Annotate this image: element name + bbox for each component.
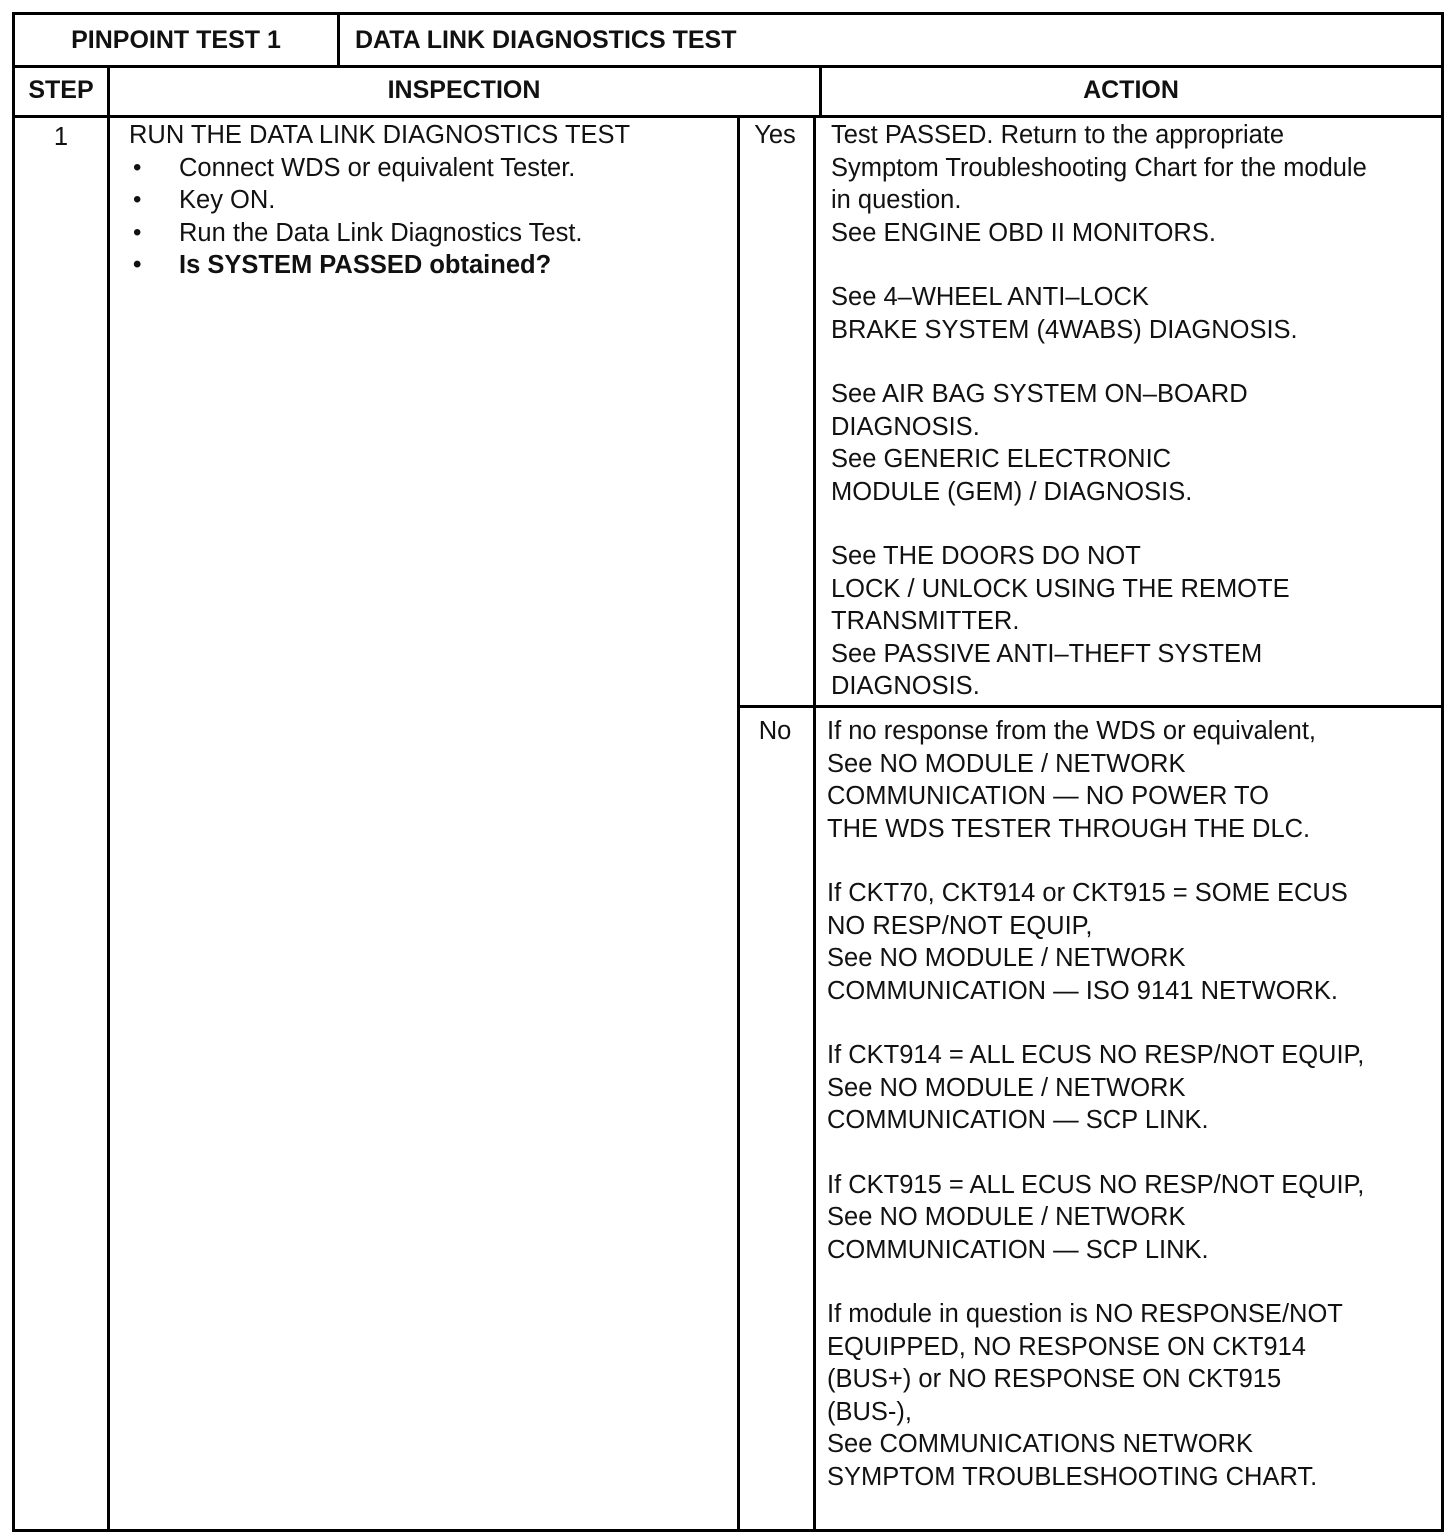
yes-action-gap xyxy=(831,346,1367,378)
yes-action-line: DIAGNOSIS. xyxy=(831,672,980,700)
header-action-divider xyxy=(819,65,822,115)
inspection-column-header: INSPECTION xyxy=(387,75,541,104)
yes-action-content xyxy=(831,119,1367,703)
test-id: PINPOINT TEST 1 xyxy=(71,25,281,54)
no-action-line: COMMUNICATION — ISO 9141 NETWORK. xyxy=(827,976,1338,1005)
no-action-line: (BUS-), xyxy=(827,1397,912,1426)
no-action-gap xyxy=(827,1266,1364,1298)
no-action-line: SYMPTOM TROUBLESHOOTING CHART. xyxy=(827,1462,1318,1491)
no-action-line: If CKT914 = ALL ECUS NO RESP/NOT EQUIP, xyxy=(827,1041,1365,1069)
no-action-line: See NO MODULE / NETWORK xyxy=(827,1203,1186,1231)
step-number: 1 xyxy=(53,123,69,151)
no-action-line: COMMUNICATION — SCP LINK. xyxy=(827,1235,1209,1264)
yes-action-line: See THE DOORS DO NOT xyxy=(831,542,1141,570)
inspection-title: RUN THE DATA LINK DIAGNOSTICS TEST xyxy=(129,121,631,149)
no-action-gap xyxy=(827,845,1364,877)
no-action-gap xyxy=(827,1137,1364,1169)
no-action-line: See NO MODULE / NETWORK xyxy=(827,944,1186,972)
test-title: DATA LINK DIAGNOSTICS TEST xyxy=(355,25,737,54)
no-action-line: See NO MODULE / NETWORK xyxy=(827,1073,1186,1102)
no-action-line: If CKT70, CKT914 or CKT915 = SOME ECUS xyxy=(827,879,1348,907)
no-action-line: THE WDS TESTER THROUGH THE DLC. xyxy=(827,814,1311,843)
yes-action-line: Symptom Troubleshooting Chart for the module xyxy=(831,153,1367,182)
no-action-line: If CKT915 = ALL ECUS NO RESP/NOT EQUIP, xyxy=(827,1170,1365,1199)
action-column-divider xyxy=(813,115,816,1529)
yes-action-line: BRAKE SYSTEM (4WABS) DIAGNOSIS. xyxy=(831,315,1298,344)
inspection-bullet: • Key ON. xyxy=(129,184,630,217)
inspection-content xyxy=(129,119,630,282)
no-action-line: If no response from the WDS or equivalent, xyxy=(827,717,1316,745)
no-action-line: NO RESP/NOT EQUIP, xyxy=(827,911,1093,940)
yes-action-line: See ENGINE OBD II MONITORS. xyxy=(831,218,1216,247)
no-action-line: COMMUNICATION — NO POWER TO xyxy=(827,782,1270,810)
no-action-line: See NO MODULE / NETWORK xyxy=(827,749,1186,778)
no-action-content xyxy=(827,715,1364,1493)
yes-action-line: TRANSMITTER. xyxy=(831,607,1020,635)
action-column-header: ACTION xyxy=(1083,75,1179,104)
title-row xyxy=(15,15,1441,68)
yes-action-line: See AIR BAG SYSTEM ON–BOARD xyxy=(831,380,1248,408)
pinpoint-test-table xyxy=(12,12,1444,1532)
no-label: No xyxy=(758,717,792,745)
inspection-question: • Is SYSTEM PASSED obtained? xyxy=(129,249,630,282)
yes-action-gap xyxy=(831,249,1367,281)
inspection-bullet: • Connect WDS or equivalent Tester. xyxy=(129,152,630,185)
yes-action-line: See PASSIVE ANTI–THEFT SYSTEM xyxy=(831,639,1263,668)
no-action-line: If module in question is NO RESPONSE/NOT xyxy=(827,1300,1343,1328)
no-action-gap xyxy=(827,1007,1364,1039)
no-action-line: EQUIPPED, NO RESPONSE ON CKT914 xyxy=(827,1332,1306,1361)
column-header-row xyxy=(15,65,1441,118)
inspection-bullet: • Run the Data Link Diagnostics Test. xyxy=(129,217,630,250)
yes-action-line: Test PASSED. Return to the appropriate xyxy=(831,121,1285,149)
yes-action-gap xyxy=(831,508,1367,540)
no-action-line: COMMUNICATION — SCP LINK. xyxy=(827,1106,1209,1134)
yes-action-line: See 4–WHEEL ANTI–LOCK xyxy=(831,283,1149,311)
no-action-line: See COMMUNICATIONS NETWORK xyxy=(827,1430,1253,1458)
step-column-header: STEP xyxy=(28,75,94,104)
title-divider xyxy=(337,15,340,65)
yes-action-line: MODULE (GEM) / DIAGNOSIS. xyxy=(831,477,1193,506)
yes-action-line: in question. xyxy=(831,186,962,214)
yes-no-divider xyxy=(737,705,1441,708)
yes-action-line: LOCK / UNLOCK USING THE REMOTE xyxy=(831,574,1290,603)
no-action-line: (BUS+) or NO RESPONSE ON CKT915 xyxy=(827,1365,1282,1393)
yes-action-line: DIAGNOSIS. xyxy=(831,412,980,441)
yes-action-line: See GENERIC ELECTRONIC xyxy=(831,445,1172,473)
step-column-divider xyxy=(107,65,110,1529)
inspection-column-divider xyxy=(737,115,740,1529)
yes-label: Yes xyxy=(754,121,796,149)
